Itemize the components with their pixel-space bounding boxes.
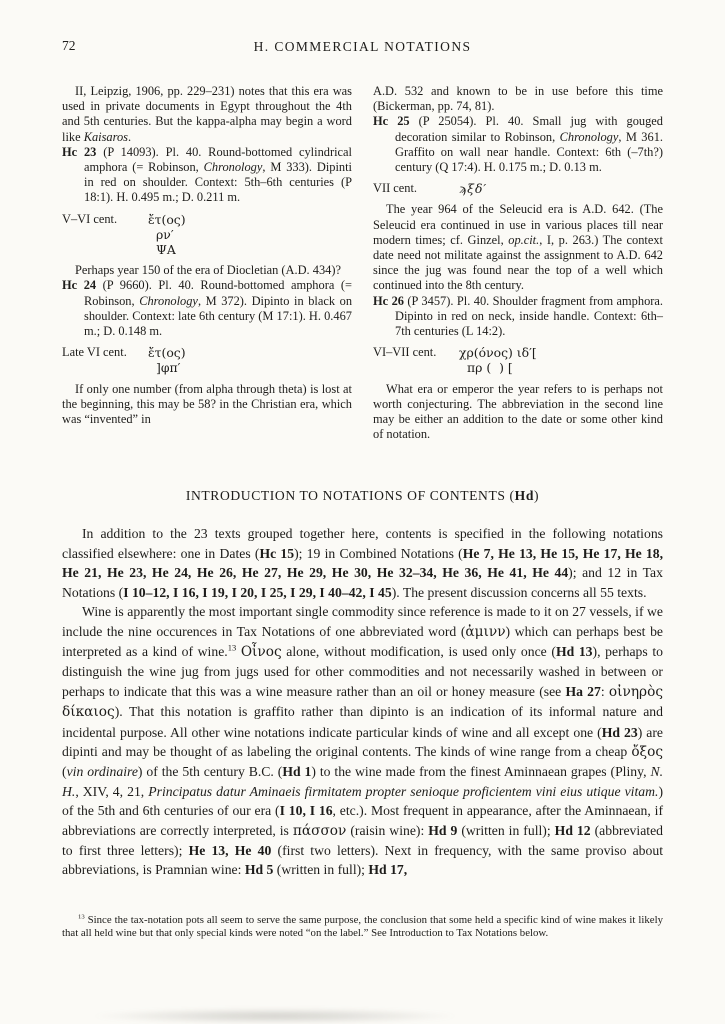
greek-line: ρν′	[156, 226, 174, 242]
introduction-section	[62, 524, 663, 879]
greek-text	[459, 181, 487, 196]
entry-hc23: Hc 23 (P 14093). Pl. 40. Round-bottomed cylindrical amphora (= Robinson, Chronology, M 333). Dipinti in red on shoulder. Context: 5th–6th centuries (P 18:1). H. 0.495 m.; D. 0.211 m.	[62, 144, 352, 205]
section-heading: INTRODUCTION TO NOTATIONS OF CONTENTS (Hd)	[185, 488, 540, 504]
greek-line: ϡξδ′	[459, 181, 488, 197]
greek-line: ἔτ(ος)	[148, 211, 186, 227]
greek-line: ΨΑ	[156, 242, 176, 258]
paragraph-year964: The year 964 of the Seleucid era is A.D. 642. (The Seleucid era continued in use in various places till near modern times; cf. Ginzel, op.cit., I, p. 263.) The context date need not militate against the assignment to A.D. 642 since the jug was found near the top of a well which continued into the 8th century.	[373, 202, 663, 293]
entry-hc24: Hc 24 (P 9660). Pl. 40. Round-bottomed amphora (= Robinson, Chronology, M 372). Dipinto in black on shoulder. Context: late 6th century (M 17:1). H. 0.467 m.; D. 0.148 m.	[62, 278, 353, 339]
footnote	[62, 914, 663, 941]
greek-text	[148, 212, 186, 258]
greek-line: ]φπ′	[156, 360, 181, 376]
catalogue-section	[62, 84, 663, 442]
greek-line: ἔτ(ος)	[148, 345, 186, 361]
greek-line: χρ(όνος) ιδ′[	[459, 345, 537, 361]
greek-text	[148, 345, 186, 375]
intro-paragraph-2: Wine is apparently the most important single commodity since reference is made to it on 27 vessels, if we include the nine occurences in Tax Notations of one abbreviated word (ἀμινν) which can perhaps best be interpreted as a kind of wine.$^{13}$ Οἶνος alone, without modification, is used only once (Hd 13), perhaps to distinguish the wine jug from jugs used for other commodities and not necessarily washed in between or perhaps to indicate that this was a wine measure rather than an oil or honey measure (see Ha 27: οἰνηρὸς δίκαιος). That this notation is graffito rather than dipinto is an indication of its informal nature and incidental purpose. All other wine notations indicate particular kinds of wine and all except one (Hd 23) are dipinti and may be thought of as labeling the original contents. The kinds of wine range from a cheap ὄξος (vin ordinaire) of the 5th century B.C. (Hd 1) to the wine made from the finest Aminnaean grapes (Pliny, N. H., XIV, 4, 21, Principatus datur Aminaeis firmitatem propter senioque proficientem vini eius utique vitam.) of the 5th and 6th centuries of our era (I 10, I 16, etc.). Most frequent in appearance, after the Aminnaean, if abbreviations are correctly interpreted, is πάσσον (raisin wine): Hd 9 (written in full); Hd 12 (abbreviated to first three letters); He 13, He 40 (first two letters). Next in frequency, with the same proviso about abbreviations, is Pramnian wine: Hd 5 (written in full); Hd 17,	[62, 604, 664, 878]
date-label: Late VI cent.	[62, 345, 127, 360]
page-number: 72	[62, 38, 76, 53]
entry-hc25: Hc 25 (P 25054). Pl. 40. Small jug with gouged decoration similar to Robinson, Chronology, M 361. Graffito on wall near handle. Context: 6th (–7th?) century (Q 17:4). H. 0.175 m.; D. 0.13 m.	[373, 114, 663, 175]
greek-line: πρ ( ) [	[467, 360, 513, 376]
scan-artifact	[90, 1008, 460, 1024]
date-label: VI–VII cent.	[373, 345, 437, 360]
paragraph-diocletian: Perhaps year 150 of the era of Diocletian (A.D. 434)?	[75, 263, 341, 278]
footnote-text: $^{13}$ Since the tax-notation pots all seem to serve the same purpose, the conclusion that some held a specific kind of wine makes it likely that all held wine but that only special kinds were noted “on the label.” See Introduction to Tax Notations below.	[62, 913, 663, 940]
paragraph-continuation: II, Leipzig, 1906, pp. 229–231) notes that this era was used in private documents in Egypt throughout the 4th and 5th centuries. But the kappa-alpha may begin a word like Kaisaros.	[62, 84, 352, 144]
reading-hc23	[62, 212, 352, 258]
greek-text	[459, 345, 537, 375]
intro-paragraph-1: In addition to the 23 texts grouped together here, contents is specified in the following notations classified elsewhere: one in Dates (Hc 15); 19 in Combined Notations (He 7, He 13, He 15, He 17, He 18, He 21, He 23, He 24, He 26, He 27, He 29, He 30, He 32–34, He 36, He 41, He 44); and 12 in Tax Notations (I 10–12, I 16, I 19, I 20, I 25, I 29, I 40–42, I 45). The present discussion concerns all 55 texts.	[62, 526, 664, 600]
reading-hc24	[62, 345, 352, 375]
entry-hc26: Hc 26 (P 3457). Pl. 40. Shoulder fragment from amphora. Dipinto in red on neck, inside handle. Context: 6th–7th centuries (L 14:2).	[373, 293, 663, 339]
date-label: VII cent.	[373, 181, 418, 196]
reading-hc25	[373, 181, 663, 196]
reading-hc26	[373, 345, 663, 375]
paragraph-if-only: If only one number (from alpha through theta) is lost at the beginning, this may be 58? in the Christian era, which was “invented” in	[62, 381, 352, 427]
right-column	[373, 84, 663, 442]
paragraph-continuation: A.D. 532 and known to be in use before this time (Bickerman, pp. 74, 81).	[373, 84, 663, 114]
running-header	[62, 38, 663, 56]
left-column	[62, 84, 352, 442]
date-label: V–VI cent.	[62, 211, 118, 226]
paragraph-what-era: What era or emperor the year refers to is perhaps not worth conjecturing. The abbreviation in the second line may be either an addition to the date or some other kind of notation.	[373, 381, 663, 442]
running-title: H. COMMERCIAL NOTATIONS	[253, 39, 472, 54]
